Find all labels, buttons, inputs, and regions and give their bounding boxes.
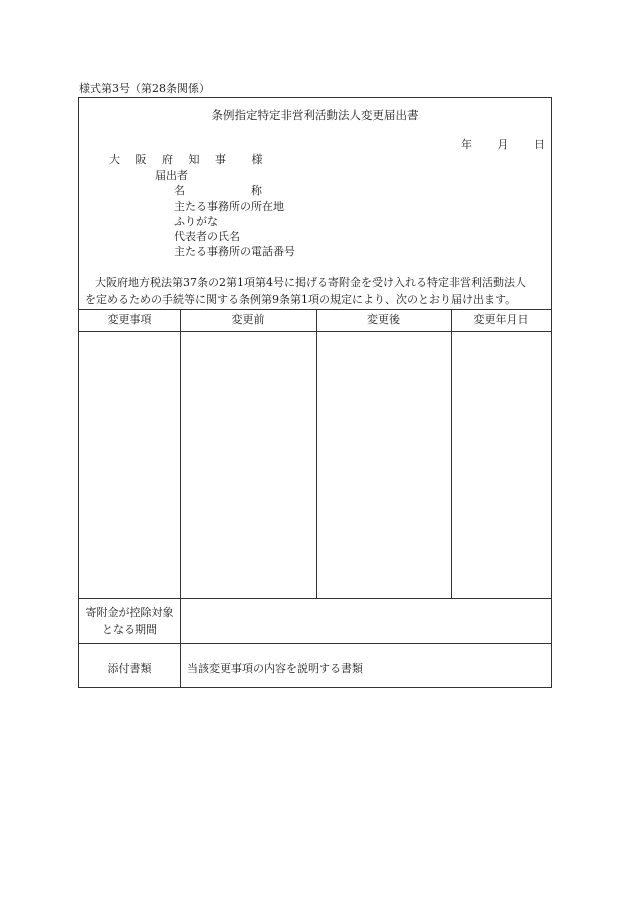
column-divider	[316, 309, 317, 598]
addressee-char: 様	[251, 153, 263, 166]
form-number: 様式第3号（第28条関係）	[79, 82, 210, 95]
declaration-line-2: を定めるための手続等に関する条例第9条第1項の規定により、次のとおり届け出ます。	[85, 293, 517, 306]
deduction-period-line-1: 寄附金が控除対象	[85, 606, 174, 619]
addressee	[109, 151, 275, 167]
deduction-period-label	[79, 604, 180, 638]
declaration-text	[85, 274, 547, 308]
field-name: 名 称	[174, 184, 262, 197]
field-representative-name: 代表者の氏名	[174, 230, 240, 243]
date-month: 月	[497, 138, 509, 151]
field-office-phone: 主たる事務所の電話番号	[174, 245, 295, 258]
form-title: 条例指定特定非営利活動法人変更届出書	[211, 108, 419, 122]
addressee-char: 阪	[135, 153, 147, 166]
table-body-bottom-rule	[79, 598, 551, 599]
notification-form	[78, 97, 552, 688]
addressee-char: 事	[215, 153, 226, 166]
column-divider	[451, 309, 452, 598]
header-bottom-rule	[79, 331, 551, 332]
submitter-label: 届出者	[155, 169, 188, 182]
addressee-char: 知	[188, 153, 200, 166]
field-furigana: ふりがな	[174, 215, 218, 228]
date-day: 日	[534, 138, 545, 151]
date-year: 年	[461, 138, 472, 151]
column-divider	[180, 309, 181, 688]
period-bottom-rule	[79, 643, 551, 644]
header-before: 変更前	[231, 313, 265, 326]
header-after: 変更後	[367, 313, 400, 326]
attachment-label: 添付書類	[107, 662, 152, 675]
declaration-line-1: 大阪府地方税法第37条の2第1項第4号に掲げる寄附金を受け入れる特定非営利活動法人	[95, 276, 526, 289]
field-office-address: 主たる事務所の所在地	[174, 200, 284, 213]
addressee-char: 大	[109, 153, 120, 166]
header-change-date: 変更年月日	[473, 313, 529, 326]
attachment-value: 当該変更事項の内容を説明する書類	[187, 662, 363, 675]
addressee-char: 府	[162, 153, 173, 166]
date-line	[439, 136, 545, 152]
deduction-period-line-2: となる期間	[102, 623, 157, 636]
header-change-item: 変更事項	[107, 313, 152, 326]
